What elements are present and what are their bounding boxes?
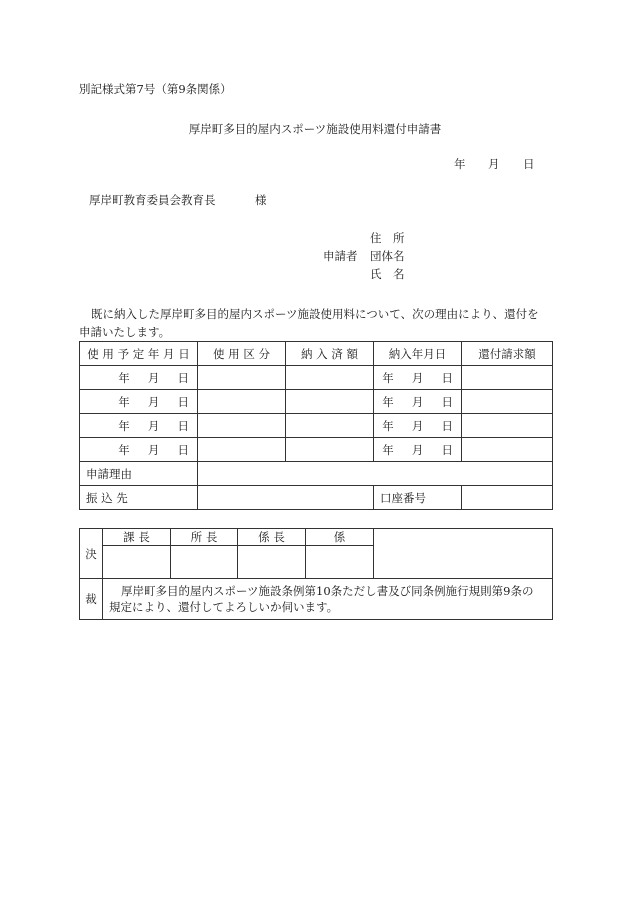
refund-amount-cell[interactable] [462,390,553,414]
payment-date-cell[interactable]: 年 月 日 [374,414,462,438]
table-row [80,390,553,414]
payment-date-cell[interactable]: 年 月 日 [374,390,462,414]
usage-date-cell[interactable]: 年 月 日 [80,438,198,462]
seal-box-director[interactable] [171,546,238,579]
transfer-row [80,486,553,510]
usage-date-cell[interactable]: 年 月 日 [80,366,198,390]
transfer-field[interactable] [198,486,374,510]
seal-box-staff[interactable] [306,546,374,579]
body-line-2: 申請いたします。 [79,325,171,339]
col-refund-amount: 還付請求額 [462,342,553,366]
page-title: 厚岸町多目的屋内スポーツ施設使用料還付申請書 [188,122,442,136]
body-line-1: 既に納入した厚岸町多目的屋内スポーツ施設使用料について、次の理由により、還付を [91,307,539,321]
table-row [80,438,553,462]
paid-amount-cell[interactable] [286,390,374,414]
addressee: 厚岸町教育委員会教育長 [89,193,216,207]
applicant-address-label: 住 所 [370,231,405,245]
date-day: 日 [523,157,535,171]
date-month: 月 [488,157,500,171]
usage-category-cell[interactable] [198,390,286,414]
approval-blank [374,529,553,579]
col-usage-date: 使 用 予 定 年 月 日 [80,342,198,366]
account-number-field[interactable] [462,486,553,510]
approval-side-top: 決 [80,529,103,579]
refund-amount-cell[interactable] [462,366,553,390]
col-usage-category: 使 用 区 分 [198,342,286,366]
col-payment-date: 納入年月日 [374,342,462,366]
applicant-name-label: 氏 名 [370,267,405,281]
paid-amount-cell[interactable] [286,366,374,390]
seal-box-section-chief[interactable] [103,546,171,579]
table-header-row [80,342,553,366]
seal-box-subsection-chief[interactable] [238,546,306,579]
transfer-label: 振 込 先 [80,486,198,510]
approval-note [103,579,553,620]
paid-amount-cell[interactable] [286,438,374,462]
paid-amount-cell[interactable] [286,414,374,438]
table-row [80,414,553,438]
payment-date-cell[interactable]: 年 月 日 [374,438,462,462]
role-director: 所 長 [171,529,238,546]
payment-date-cell[interactable]: 年 月 日 [374,366,462,390]
col-paid-amount: 納 入 済 額 [286,342,374,366]
reason-row [80,462,553,486]
applicant-organization-label: 団体名 [370,249,405,263]
usage-date-cell[interactable]: 年 月 日 [80,390,198,414]
honorific: 様 [255,193,267,207]
refund-amount-cell[interactable] [462,438,553,462]
date-year: 年 [454,157,466,171]
approval-note-line-2: 規定により、還付してよろしいか伺います。 [109,600,339,614]
role-subsection-chief: 係 長 [238,529,306,546]
usage-category-cell[interactable] [198,366,286,390]
refund-amount-cell[interactable] [462,414,553,438]
role-section-chief: 課 長 [103,529,171,546]
reason-field[interactable] [198,462,553,486]
approval-header-row [80,529,553,546]
reason-label: 申請理由 [80,462,198,486]
role-staff: 係 [306,529,374,546]
approval-table [79,528,553,620]
form-number: 別記様式第7号（第9条関係） [79,82,232,96]
account-number-label: 口座番号 [374,486,462,510]
usage-category-cell[interactable] [198,438,286,462]
approval-note-line-1: 厚岸町多目的屋内スポーツ施設条例第10条ただし書及び同条例施行規則第9条の [121,584,534,598]
table-row [80,366,553,390]
approval-note-row [80,579,553,620]
applicant-label: 申請者 [323,249,358,263]
usage-category-cell[interactable] [198,414,286,438]
usage-date-cell[interactable]: 年 月 日 [80,414,198,438]
body-text [79,305,554,341]
refund-table [79,341,553,510]
approval-side-bottom: 裁 [80,579,103,620]
